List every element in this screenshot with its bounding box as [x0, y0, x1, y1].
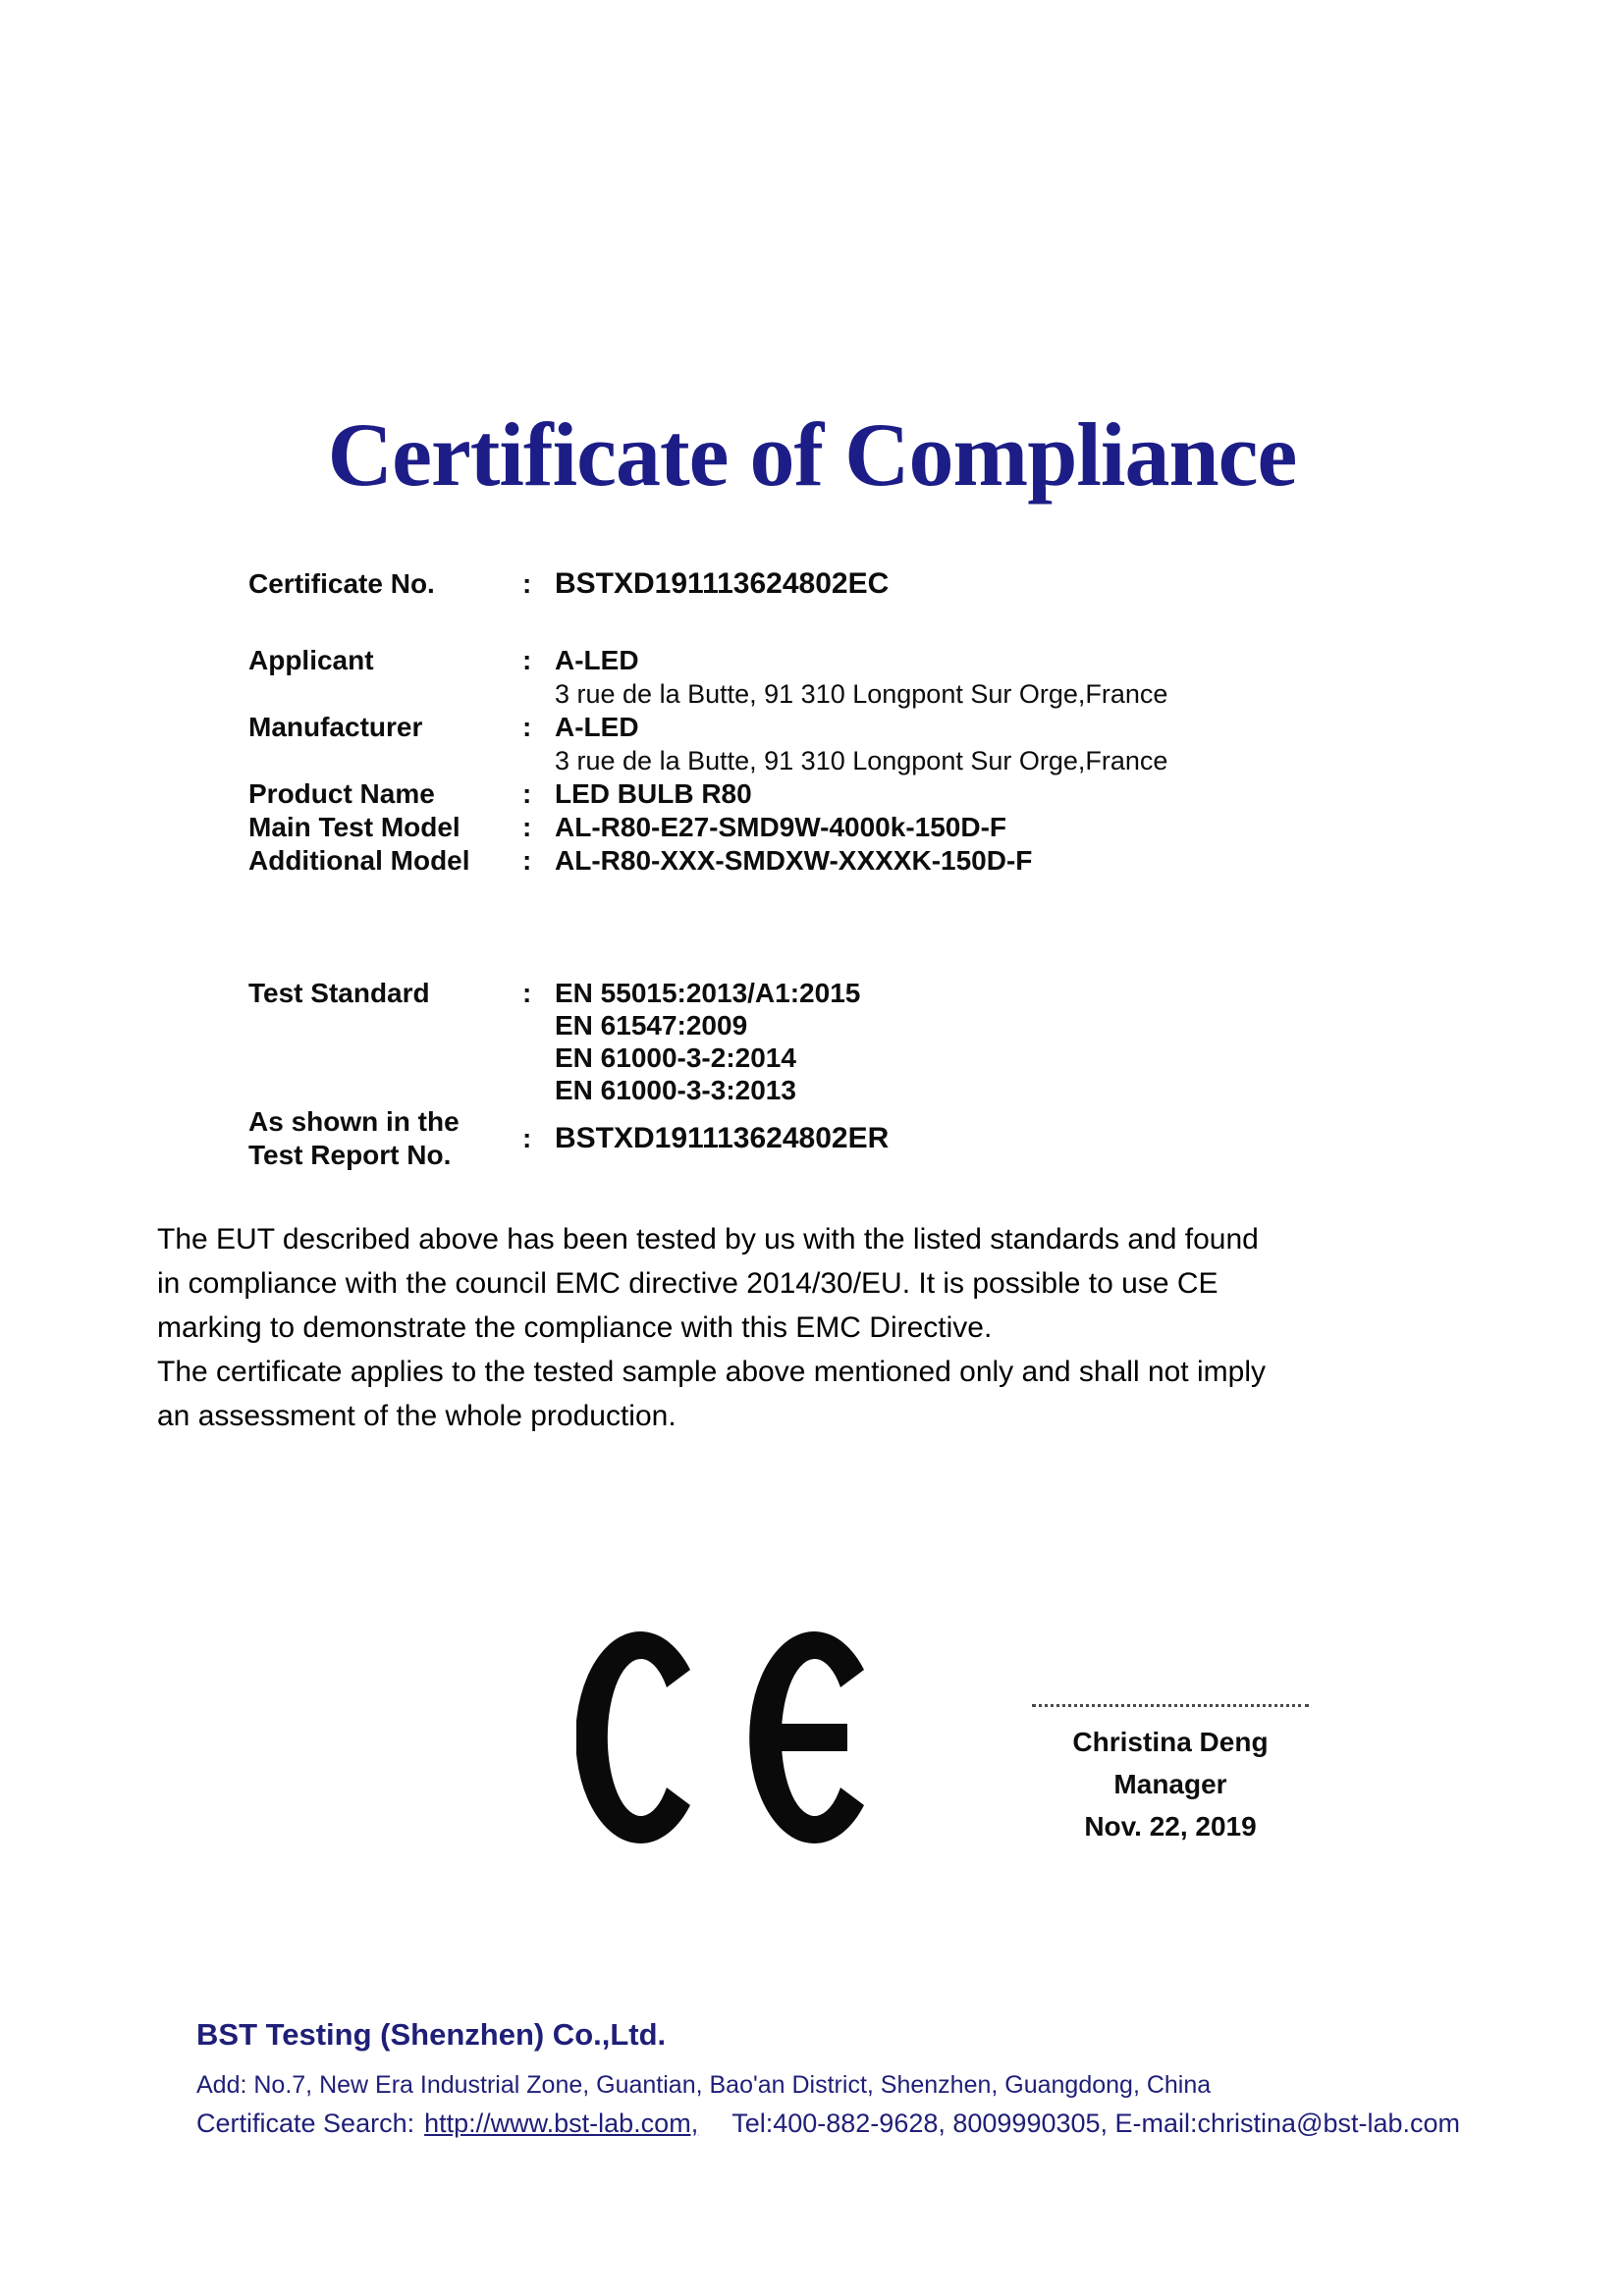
main-test-model-value: AL-R80-E27-SMD9W-4000k-150D-F [555, 812, 1007, 842]
colon-separator: : [522, 568, 532, 599]
applicant-address: 3 rue de la Butte, 91 310 Longpont Sur Orge,France [555, 679, 1168, 709]
field-additional-model [248, 844, 1032, 878]
field-applicant [248, 644, 1167, 711]
colon-separator: : [522, 812, 532, 842]
applicant-label: Applicant [248, 645, 374, 675]
test-report-label-line2: Test Report No. [248, 1140, 452, 1170]
certificate-search-label: Certificate Search: [196, 2109, 415, 2138]
field-test-report-no [248, 1105, 889, 1172]
manufacturer-address: 3 rue de la Butte, 91 310 Longpont Sur Orge,France [555, 746, 1168, 775]
certificate-no-label: Certificate No. [248, 568, 435, 599]
field-main-test-model [248, 811, 1006, 844]
test-standard-item: EN 55015:2013/A1:2015 [555, 978, 861, 1008]
test-report-label [248, 1105, 522, 1172]
statement-line: marking to demonstrate the compliance with this EMC Directive. [157, 1311, 993, 1344]
additional-model-value: AL-R80-XXX-SMDXW-XXXXK-150D-F [555, 845, 1033, 876]
lab-contact-info: Tel:400-882-9628, 8009990305, E-mail:christina@bst-lab.com [731, 2109, 1461, 2138]
ce-mark-logo [576, 1631, 865, 1843]
signer-name: Christina Deng [1072, 1727, 1269, 1757]
lab-company-name: BST Testing (Shenzhen) Co.,Ltd. [196, 2017, 667, 2052]
test-standard-item: EN 61000-3-2:2014 [555, 1042, 796, 1073]
field-manufacturer [248, 711, 1167, 777]
certificate-search-link[interactable]: http://www.bst-lab.com, [424, 2109, 699, 2138]
test-standard-label: Test Standard [248, 978, 430, 1008]
signature-block [1018, 1698, 1323, 1847]
colon-separator: : [522, 712, 532, 742]
test-standard-list [555, 977, 860, 1106]
test-standard-item: EN 61000-3-3:2013 [555, 1075, 796, 1105]
test-standard-item: EN 61547:2009 [555, 1010, 748, 1041]
colon-separator: : [522, 1123, 532, 1153]
certificate-no-value: BSTXD191113624802EC [555, 567, 890, 600]
signer-role: Manager [1113, 1769, 1227, 1799]
signature-date: Nov. 22, 2019 [1084, 1811, 1257, 1842]
page-title: Certificate of Compliance [327, 404, 1297, 505]
field-product-name [248, 777, 752, 811]
colon-separator: : [522, 845, 532, 876]
lab-address: Add: No.7, New Era Industrial Zone, Guantian, Bao'an District, Shenzhen, Guangdong, China [196, 2071, 1212, 2099]
test-report-label-line1: As shown in the [248, 1106, 460, 1137]
field-test-standard [248, 977, 860, 1106]
manufacturer-value-group [555, 711, 1167, 777]
statement-line: The certificate applies to the tested sample above mentioned only and shall not imply [157, 1356, 1266, 1388]
colon-separator: : [522, 778, 532, 809]
manufacturer-value: A-LED [555, 712, 639, 742]
manufacturer-label: Manufacturer [248, 712, 423, 742]
colon-separator: : [522, 978, 532, 1008]
signature-dotted-line [1032, 1698, 1309, 1707]
colon-separator: : [522, 645, 532, 675]
test-report-value: BSTXD191113624802ER [555, 1122, 890, 1154]
additional-model-label: Additional Model [248, 845, 470, 876]
statement-line: The EUT described above has been tested by us with the listed standards and found [157, 1223, 1259, 1255]
main-test-model-label: Main Test Model [248, 812, 460, 842]
statement-line: in compliance with the council EMC directive 2014/30/EU. It is possible to use CE [157, 1267, 1218, 1300]
product-name-value: LED BULB R80 [555, 778, 752, 809]
compliance-statement [157, 1217, 1492, 1438]
applicant-value: A-LED [555, 645, 639, 675]
statement-line: an assessment of the whole production. [157, 1400, 677, 1432]
field-certificate-no [248, 567, 889, 601]
product-name-label: Product Name [248, 778, 435, 809]
certificate-search-line [196, 2109, 1460, 2139]
applicant-value-group [555, 644, 1167, 711]
